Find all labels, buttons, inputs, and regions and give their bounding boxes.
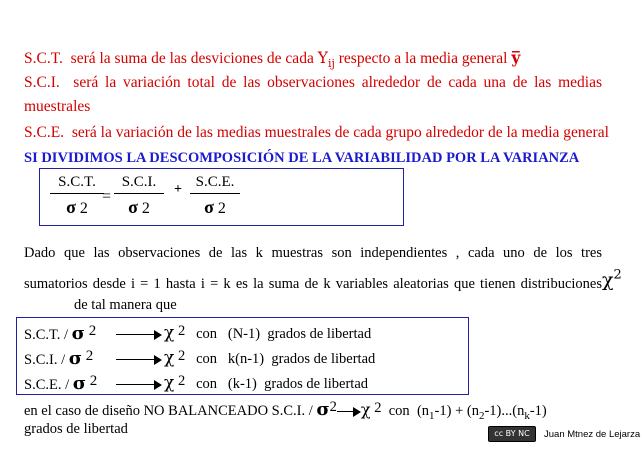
chi-square-symbol: $\chi^2$ (602, 268, 622, 292)
fraction-sce-numerator: S.C.E. (195, 174, 235, 190)
arrow-icon (116, 380, 162, 390)
fraction-bar (50, 193, 104, 194)
fraction-bar (190, 193, 240, 194)
distribution-row-sci: S.C.I. / σ 2 χ 2 con k(n-1) grados de libertad (24, 348, 376, 369)
arrow-icon (116, 355, 162, 365)
arrow-icon (116, 330, 162, 340)
equals-sign: = (102, 188, 112, 205)
distribution-row-sce: S.C.E. / σ 2 χ 2 con (k-1) grados de libertad (24, 373, 369, 394)
fraction-sct (50, 174, 104, 218)
sce-label: S.C.E. (24, 124, 65, 141)
sct-label: S.C.T. (24, 50, 63, 67)
paragraph-line-2: sumatorios desde i = 1 hasta i = k es la suma de k variables aleatorias que tienen distribucionesχ$^2$ (24, 268, 622, 293)
sce-definition (24, 124, 609, 142)
unbalanced-line-2: grados de libertad (24, 421, 128, 437)
fraction-sce (190, 174, 240, 218)
paragraph-line-3: de tal manera que (74, 297, 177, 313)
sci-label: S.C.I. (24, 74, 60, 91)
sct-text-b: respecto a la media general (338, 50, 508, 67)
sct-var: $Y_{ij}$ (317, 49, 335, 71)
arrow-icon (337, 407, 361, 417)
plus-sign: + (174, 182, 182, 197)
fraction-sce-denominator: σ 2 (204, 197, 226, 217)
fraction-sct-denominator: σ 2 (66, 197, 88, 217)
fraction-sci (114, 174, 164, 218)
sci-definition (24, 74, 602, 92)
fraction-sci-denominator: σ 2 (128, 197, 150, 217)
fraction-sci-numerator: S.C.I. (121, 174, 157, 190)
distribution-row-sct: S.C.T. / σ 2 χ 2 con (N-1) grados de libertad (24, 323, 372, 344)
sct-definition (24, 48, 520, 70)
sct-text-a: será la suma de las desviciones de cada (70, 50, 314, 67)
unbalanced-line-1: en el caso de diseño NO BALANCEADO S.C.I. / σ2 χ 2 con $(n_1-1) + (n_2-1)...(n_k-1)$ (24, 399, 547, 422)
author-credit: Juan Mtnez de Lejarza (544, 428, 641, 440)
section-heading: SI DIVIDIMOS LA DESCOMPOSICIÓN DE LA VARIABILIDAD POR LA VARIANZA (24, 150, 580, 166)
fraction-sct-numerator: S.C.T. (58, 174, 96, 190)
fraction-bar (114, 193, 164, 194)
sct-ybar: y̅ (511, 48, 521, 67)
sci-text: será la variación total de las observaciones alrededor de cada una de las medias (73, 74, 602, 91)
sci-definition-cont: muestrales (24, 98, 91, 115)
sce-text: será la variación de las medias muestrales de cada grupo alrededor de la media general (71, 124, 609, 141)
footer (488, 425, 641, 453)
creative-commons-icon: cc BY NC ND (488, 426, 536, 442)
paragraph-line-1: Dado que las observaciones de las k muestras son independientes , cada uno de los tres (24, 245, 602, 261)
